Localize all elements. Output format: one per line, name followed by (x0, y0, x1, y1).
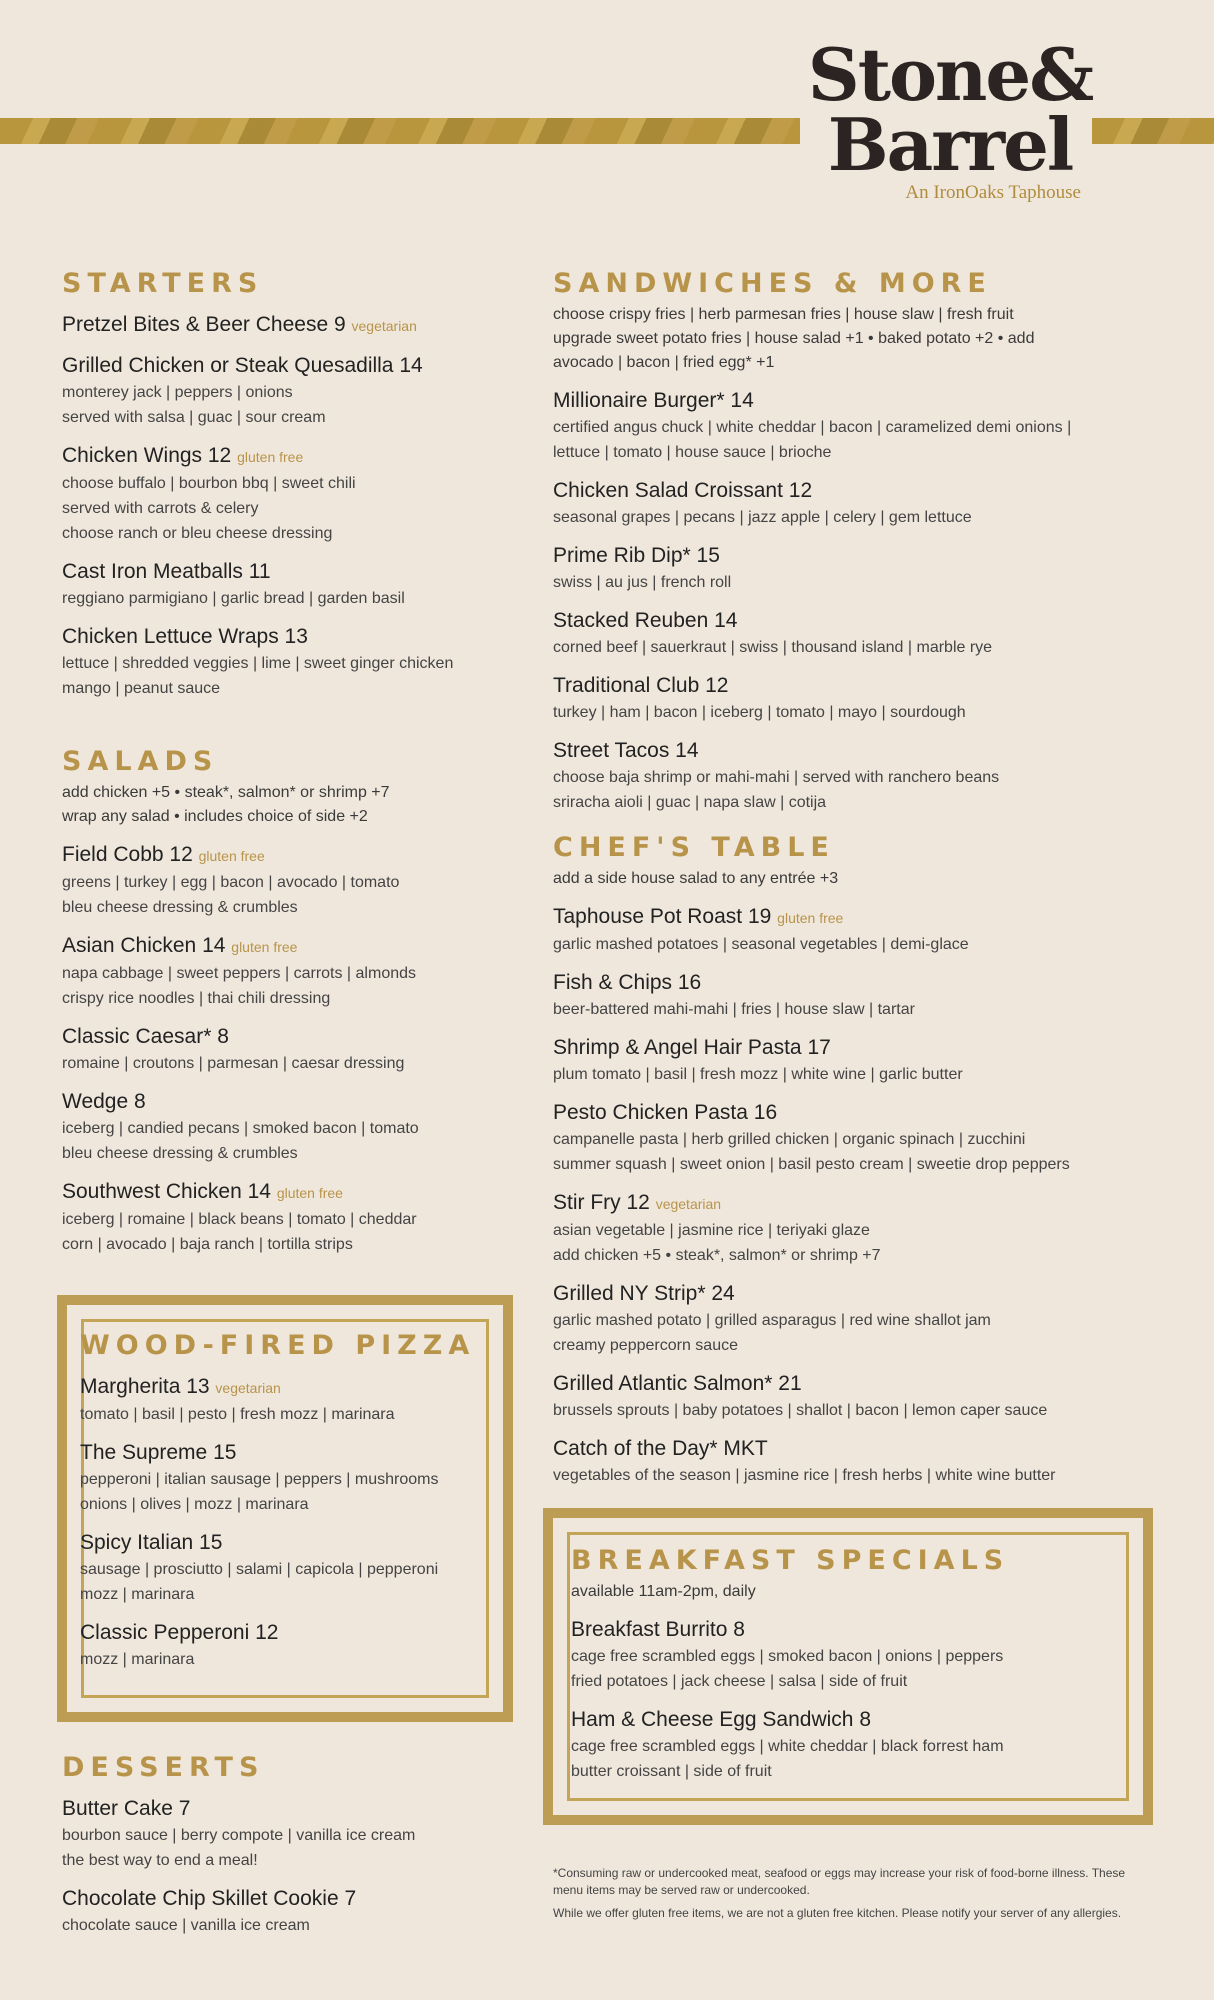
gluten-disclaimer: While we offer gluten free items, we are not a gluten free kitchen. Please notify your server of any allergies. (553, 1906, 1122, 1920)
menu-item-description: chocolate sauce | vanilla ice cream (62, 1917, 310, 1934)
menu-item-name: Grilled NY Strip* 24 (553, 1282, 735, 1305)
restaurant-logo (805, 32, 1095, 204)
menu-item (62, 558, 522, 611)
menu-item-title (62, 558, 522, 586)
menu-item-description: brussels sprouts | baby potatoes | shallot | bacon | lemon caper sauce (553, 1402, 1048, 1419)
logo-name-line2: Barrel (827, 102, 1073, 187)
menu-item (553, 477, 1153, 530)
menu-item-name: Ham & Cheese Egg Sandwich 8 (571, 1708, 871, 1731)
menu-item-title (62, 1088, 522, 1116)
menu-item (553, 387, 1153, 465)
menu-item-description: seasonal grapes | pecans | jazz apple | celery | gem lettuce (553, 509, 972, 526)
menu-item-description: napa cabbage | sweet peppers | carrots | almonds (62, 965, 417, 982)
dietary-tag: vegetarian (215, 1380, 281, 1396)
menu-item-description: turkey | ham | bacon | iceberg | tomato | mayo | sourdough (553, 704, 966, 721)
menu-item-title (553, 672, 1153, 700)
menu-item-description: pepperoni | italian sausage | peppers | mushrooms (80, 1471, 439, 1488)
menu-item-description: onions | olives | mozz | marinara (80, 1496, 309, 1513)
menu-item-description: lettuce | tomato | house sauce | brioche (553, 444, 832, 461)
menu-item-name: Chicken Wings 12 (62, 444, 232, 467)
menu-item-title (571, 1706, 1131, 1734)
dietary-tag: gluten free (777, 910, 844, 926)
menu-item-title (62, 841, 522, 870)
menu-item-description: cage free scrambled eggs | white cheddar | black forrest ham (571, 1738, 1004, 1755)
menu-item-name: The Supreme 15 (80, 1441, 237, 1464)
menu-item-title (80, 1439, 500, 1467)
menu-item-name: Taphouse Pot Roast 19 (553, 905, 772, 928)
menu-item (553, 1370, 1153, 1423)
desserts-section (62, 1752, 522, 1938)
menu-item (553, 969, 1153, 1022)
breakfast-note-1: available 11am-2pm, daily (571, 1583, 756, 1600)
menu-item (553, 542, 1153, 595)
menu-item-title (80, 1619, 500, 1647)
menu-item-title (553, 387, 1153, 415)
menu-item-name: Grilled Chicken or Steak Quesadilla 14 (62, 354, 423, 377)
menu-item-title (62, 311, 522, 340)
menu-item-description: garlic mashed potato | grilled asparagus | red wine shallot jam (553, 1312, 991, 1329)
menu-item-title (553, 542, 1153, 570)
menu-item-title (62, 442, 522, 471)
section-title-pizza: WOOD-FIRED PIZZA (80, 1330, 476, 1361)
menu-item-name: Field Cobb 12 (62, 843, 193, 866)
menu-item-description: tomato | basil | pesto | fresh mozz | marinara (80, 1406, 395, 1423)
menu-item-name: Catch of the Day* MKT (553, 1437, 768, 1460)
menu-item-name: Classic Pepperoni 12 (80, 1621, 279, 1644)
menu-item-description: the best way to end a meal! (62, 1852, 258, 1869)
menu-item-name: Chicken Lettuce Wraps 13 (62, 625, 308, 648)
menu-item-title (62, 932, 522, 961)
section-title-desserts: DESSERTS (62, 1752, 265, 1783)
menu-item-name: Asian Chicken 14 (62, 934, 226, 957)
menu-item (62, 1795, 522, 1873)
section-title-breakfast: BREAKFAST SPECIALS (571, 1545, 1010, 1576)
footer-notes (553, 1865, 1153, 1922)
menu-item-description: monterey jack | peppers | onions (62, 384, 293, 401)
menu-item-name: Southwest Chicken 14 (62, 1180, 271, 1203)
menu-item-name: Chocolate Chip Skillet Cookie 7 (62, 1887, 357, 1910)
menu-item-name: Stacked Reuben 14 (553, 609, 738, 632)
menu-item-description: summer squash | sweet onion | basil pesto cream | sweetie drop peppers (553, 1156, 1070, 1173)
menu-item-description: garlic mashed potatoes | seasonal vegetables | demi-glace (553, 936, 969, 953)
logo-tagline: An IronOaks Taphouse (905, 182, 1081, 203)
section-title-salads: SALADS (62, 746, 219, 777)
menu-item-description: beer-battered mahi-mahi | fries | house slaw | tartar (553, 1001, 915, 1018)
chefs-note-1: add a side house salad to any entrée +3 (553, 870, 839, 887)
menu-item-description: lettuce | shredded veggies | lime | sweet ginger chicken (62, 655, 454, 672)
menu-item-title (553, 1034, 1153, 1062)
menu-item (80, 1439, 500, 1517)
menu-item-name: Traditional Club 12 (553, 674, 729, 697)
menu-item-title (553, 969, 1153, 997)
menu-item-description: choose buffalo | bourbon bbq | sweet chili (62, 475, 356, 492)
menu-item-title (62, 352, 522, 380)
menu-item-name: Wedge 8 (62, 1090, 146, 1113)
breakfast-section (571, 1545, 1131, 1784)
menu-item (62, 623, 522, 701)
menu-item-name: Stir Fry 12 (553, 1191, 650, 1214)
menu-item-description: sriracha aioli | guac | napa slaw | cotija (553, 794, 827, 811)
menu-item-title (62, 1885, 522, 1913)
menu-item-description: campanelle pasta | herb grilled chicken | organic spinach | zucchini (553, 1131, 1026, 1148)
sandwiches-note-3: avocado | bacon | fried egg* +1 (553, 354, 775, 371)
breakfast-list (571, 1616, 1131, 1784)
starters-section (62, 268, 522, 701)
menu-item (62, 841, 522, 920)
menu-item (62, 1178, 522, 1257)
menu-item (553, 1435, 1153, 1488)
menu-item-description: greens | turkey | egg | bacon | avocado | tomato (62, 874, 400, 891)
menu-item (553, 1280, 1153, 1358)
menu-item-name: Cast Iron Meatballs 11 (62, 560, 271, 583)
menu-item (553, 737, 1153, 815)
menu-item-description: served with salsa | guac | sour cream (62, 409, 326, 426)
menu-item-description: certified angus chuck | white cheddar | bacon | caramelized demi onions | (553, 419, 1072, 436)
dietary-tag: gluten free (198, 848, 265, 864)
menu-item-description: served with carrots & celery (62, 500, 259, 517)
menu-item-title (553, 1435, 1153, 1463)
menu-item-description: bleu cheese dressing & crumbles (62, 899, 298, 916)
dietary-tag: gluten free (276, 1185, 343, 1201)
menu-item-title (553, 607, 1153, 635)
menu-item (80, 1373, 500, 1427)
desserts-list (62, 1795, 522, 1938)
menu-item-name: Pesto Chicken Pasta 16 (553, 1101, 778, 1124)
menu-item-title (553, 737, 1153, 765)
menu-item-title (62, 1795, 522, 1823)
sandwiches-list (553, 387, 1153, 815)
menu-item (62, 1885, 522, 1938)
menu-item-description: sausage | prosciutto | salami | capicola | pepperoni (80, 1561, 439, 1578)
salads-list (62, 841, 522, 1257)
logo-name-line1: Stone& (807, 32, 1093, 117)
menu-item-title (62, 1178, 522, 1207)
menu-item-description: iceberg | candied pecans | smoked bacon | tomato (62, 1120, 419, 1137)
menu-item-description: bourbon sauce | berry compote | vanilla ice cream (62, 1827, 416, 1844)
menu-item-name: Street Tacos 14 (553, 739, 699, 762)
menu-item (553, 1189, 1153, 1268)
menu-item (62, 932, 522, 1011)
menu-item-description: mozz | marinara (80, 1586, 195, 1603)
menu-item (62, 1088, 522, 1166)
menu-item (62, 311, 522, 340)
menu-item-description: crispy rice noodles | thai chili dressing (62, 990, 331, 1007)
dietary-tag: vegetarian (351, 318, 417, 334)
section-title-sandwiches: SANDWICHES & MORE (553, 268, 992, 299)
sandwiches-note-2: upgrade sweet potato fries | house salad +1 • baked potato +2 • add (553, 330, 1035, 347)
menu-item (553, 1034, 1153, 1087)
salads-note-2: wrap any salad • includes choice of side +2 (62, 808, 368, 825)
menu-item-description: corned beef | sauerkraut | swiss | thousand island | marble rye (553, 639, 993, 656)
menu-item-name: Classic Caesar* 8 (62, 1025, 229, 1048)
menu-item-name: Breakfast Burrito 8 (571, 1618, 745, 1641)
menu-item-title (80, 1529, 500, 1557)
menu-item-name: Chicken Salad Croissant 12 (553, 479, 813, 502)
menu-item (80, 1619, 500, 1672)
chefs-list (553, 903, 1153, 1488)
menu-item-description: add chicken +5 • steak*, salmon* or shrimp +7 (553, 1247, 881, 1264)
menu-item (553, 1099, 1153, 1177)
menu-item-name: Butter Cake 7 (62, 1797, 191, 1820)
menu-item-title (62, 1023, 522, 1051)
salads-note-1: add chicken +5 • steak*, salmon* or shrimp +7 (62, 784, 390, 801)
menu-item (62, 352, 522, 430)
menu-item-name: Pretzel Bites & Beer Cheese 9 (62, 313, 346, 336)
menu-item (80, 1529, 500, 1607)
menu-item-description: choose ranch or bleu cheese dressing (62, 525, 333, 542)
sandwiches-section (553, 268, 1153, 815)
starters-list (62, 311, 522, 701)
menu-item-description: cage free scrambled eggs | smoked bacon | onions | peppers (571, 1648, 1004, 1665)
menu-item-name: Fish & Chips 16 (553, 971, 702, 994)
menu-item-description: creamy peppercorn sauce (553, 1337, 738, 1354)
menu-item-title (553, 1280, 1153, 1308)
menu-item-name: Margherita 13 (80, 1375, 210, 1398)
menu-item-title (571, 1616, 1131, 1644)
dietary-tag: gluten free (237, 449, 304, 465)
section-title-chefs: CHEF'S TABLE (553, 832, 835, 863)
menu-item-title (553, 1099, 1153, 1127)
menu-item-description: asian vegetable | jasmine rice | teriyaki glaze (553, 1222, 870, 1239)
pizza-section (80, 1330, 500, 1672)
dietary-tag: gluten free (231, 939, 298, 955)
menu-item-description: vegetables of the season | jasmine rice | fresh herbs | white wine butter (553, 1467, 1056, 1484)
menu-item-description: mango | peanut sauce (62, 680, 221, 697)
menu-item-description: swiss | au jus | french roll (553, 574, 732, 591)
menu-item (553, 607, 1153, 660)
menu-item-description: butter croissant | side of fruit (571, 1763, 772, 1780)
raw-food-disclaimer: *Consuming raw or undercooked meat, seafood or eggs may increase your risk of food-borne illness. These menu items may be served raw or undercooked. (553, 1866, 1126, 1897)
menu-item (553, 903, 1153, 957)
decorative-band-left (0, 118, 800, 144)
menu-item-description: choose baja shrimp or mahi-mahi | served with ranchero beans (553, 769, 1000, 786)
chefs-section (553, 832, 1153, 1488)
menu-item-description: corn | avocado | baja ranch | tortilla strips (62, 1236, 353, 1253)
decorative-band-right (1092, 118, 1214, 144)
menu-item-name: Millionaire Burger* 14 (553, 389, 754, 412)
sandwiches-note-1: choose crispy fries | herb parmesan fries | house slaw | fresh fruit (553, 306, 1014, 323)
menu-item-description: mozz | marinara (80, 1651, 195, 1668)
salads-section (62, 746, 522, 1257)
section-title-starters: STARTERS (62, 268, 264, 299)
menu-item (571, 1706, 1131, 1784)
menu-item (553, 672, 1153, 725)
menu-item-description: bleu cheese dressing & crumbles (62, 1145, 298, 1162)
menu-item-name: Grilled Atlantic Salmon* 21 (553, 1372, 802, 1395)
dietary-tag: vegetarian (655, 1196, 722, 1212)
menu-item-description: plum tomato | basil | fresh mozz | white wine | garlic butter (553, 1066, 963, 1083)
menu-item-title (553, 477, 1153, 505)
menu-item-description: iceberg | romaine | black beans | tomato | cheddar (62, 1211, 417, 1228)
menu-item-description: reggiano parmigiano | garlic bread | garden basil (62, 590, 405, 607)
menu-item-title (62, 623, 522, 651)
menu-item-title (80, 1373, 500, 1402)
menu-item (62, 442, 522, 546)
menu-item-name: Shrimp & Angel Hair Pasta 17 (553, 1036, 831, 1059)
menu-item (62, 1023, 522, 1076)
menu-item-title (553, 1370, 1153, 1398)
menu-item-name: Prime Rib Dip* 15 (553, 544, 720, 567)
menu-item (571, 1616, 1131, 1694)
menu-item-name: Spicy Italian 15 (80, 1531, 223, 1554)
menu-item-title (553, 903, 1153, 932)
menu-item-description: romaine | croutons | parmesan | caesar dressing (62, 1055, 405, 1072)
pizza-list (80, 1373, 500, 1672)
menu-item-description: fried potatoes | jack cheese | salsa | side of fruit (571, 1673, 908, 1690)
menu-item-title (553, 1189, 1153, 1218)
